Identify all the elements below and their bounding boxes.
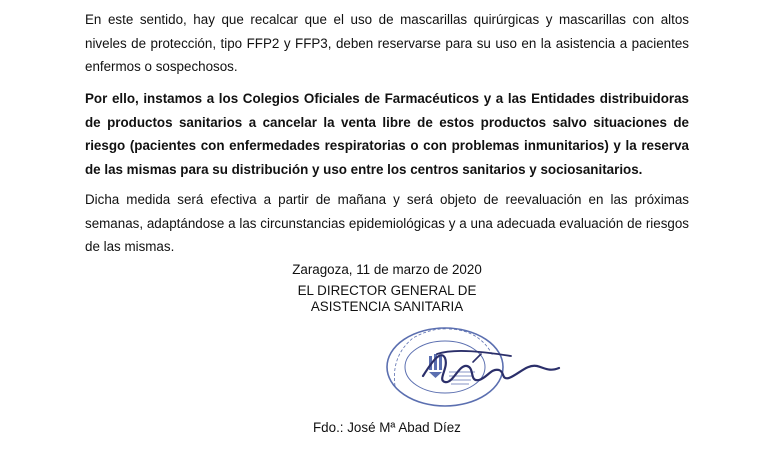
place-date: Zaragoza, 11 de marzo de 2020 bbox=[292, 262, 482, 277]
signed-by: Fdo.: José Mª Abad Díez bbox=[313, 420, 461, 435]
paragraph-measure-effective: Dicha medida será efectiva a partir de mañana y será objeto de reevaluación en las próximas semanas, adaptándose a las circunstancias epidemiológicas y a una adecuada evaluación de riesgos de las mismas. bbox=[85, 192, 689, 254]
handwritten-signature bbox=[415, 342, 565, 392]
signer-role-line-1: EL DIRECTOR GENERAL DE bbox=[297, 283, 477, 298]
paragraph-instruction: Por ello, instamos a los Colegios Oficiales de Farmacéuticos y a las Entidades distribuidoras de productos sanitarios a cancelar la venta libre de estos productos salvo situaciones de riesgo (pacientes con enfermedades respiratorias o con problemas inmunitarios) y la reserva de las mismas para su distribución y uso entre los centros sanitarios y sociosanitarios. bbox=[85, 91, 689, 177]
paragraph-mask-usage: En este sentido, hay que recalcar que el uso de mascarillas quirúrgicas y mascarillas con altos niveles de protección, tipo FFP2 y FFP3, deben reservarse para su uso en la asistencia a pacientes enfermos o sospechosos. bbox=[85, 12, 689, 74]
signer-role-line-2: ASISTENCIA SANITARIA bbox=[310, 299, 464, 314]
